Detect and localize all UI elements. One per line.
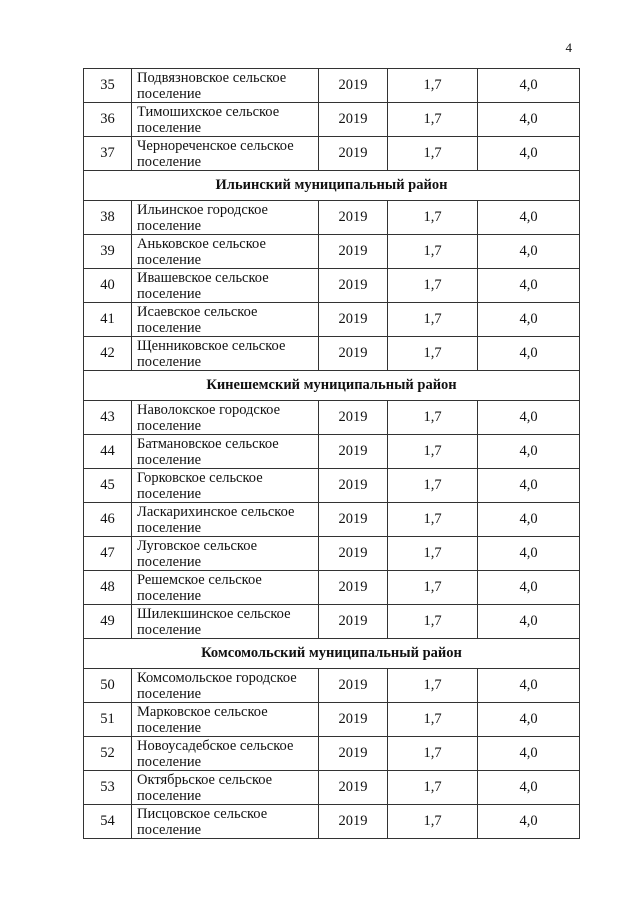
value-1-cell: 1,7 bbox=[388, 401, 478, 435]
row-number-cell: 47 bbox=[84, 537, 132, 571]
settlement-name-line-2: поселение bbox=[137, 85, 202, 102]
year-cell: 2019 bbox=[319, 703, 388, 737]
value-1-cell: 1,7 bbox=[388, 737, 478, 771]
table-row bbox=[84, 269, 580, 303]
value-1-cell: 1,7 bbox=[388, 103, 478, 137]
settlement-name-line-2: поселение bbox=[137, 319, 202, 336]
year-cell: 2019 bbox=[319, 337, 388, 371]
settlement-name-line-1: Батмановское сельское bbox=[137, 435, 279, 452]
value-1-cell: 1,7 bbox=[388, 703, 478, 737]
settlement-name-line-2: поселение bbox=[137, 787, 202, 804]
value-2-cell: 4,0 bbox=[478, 669, 580, 703]
value-2-cell: 4,0 bbox=[478, 737, 580, 771]
settlement-name-cell bbox=[132, 805, 319, 839]
settlement-name-line-2: поселение bbox=[137, 553, 202, 570]
row-number-cell: 41 bbox=[84, 303, 132, 337]
table-row bbox=[84, 137, 580, 171]
settlement-name-cell bbox=[132, 201, 319, 235]
row-number-cell: 48 bbox=[84, 571, 132, 605]
year-cell: 2019 bbox=[319, 303, 388, 337]
settlement-name-cell bbox=[132, 537, 319, 571]
table-body bbox=[84, 69, 580, 839]
year-cell: 2019 bbox=[319, 235, 388, 269]
value-2-cell: 4,0 bbox=[478, 269, 580, 303]
row-number-cell: 50 bbox=[84, 669, 132, 703]
settlement-name-line-1: Комсомольское городское bbox=[137, 669, 297, 686]
value-2-cell: 4,0 bbox=[478, 69, 580, 103]
row-number-cell: 43 bbox=[84, 401, 132, 435]
settlement-name-line-1: Марковское сельское bbox=[137, 703, 268, 720]
settlement-name-line-1: Горковское сельское bbox=[137, 469, 263, 486]
settlement-name-cell bbox=[132, 703, 319, 737]
settlement-name-line-2: поселение bbox=[137, 485, 202, 502]
value-2-cell: 4,0 bbox=[478, 537, 580, 571]
row-number-cell: 42 bbox=[84, 337, 132, 371]
row-number-cell: 35 bbox=[84, 69, 132, 103]
year-cell: 2019 bbox=[319, 605, 388, 639]
settlement-name-line-1: Наволокское городское bbox=[137, 401, 281, 418]
value-2-cell: 4,0 bbox=[478, 401, 580, 435]
year-cell: 2019 bbox=[319, 401, 388, 435]
settlement-name-cell bbox=[132, 771, 319, 805]
table-row bbox=[84, 571, 580, 605]
value-2-cell: 4,0 bbox=[478, 137, 580, 171]
year-cell: 2019 bbox=[319, 137, 388, 171]
section-header-row bbox=[84, 639, 580, 669]
settlement-name-line-2: поселение bbox=[137, 451, 202, 468]
settlement-name-cell bbox=[132, 235, 319, 269]
value-1-cell: 1,7 bbox=[388, 235, 478, 269]
row-number-cell: 39 bbox=[84, 235, 132, 269]
value-2-cell: 4,0 bbox=[478, 337, 580, 371]
settlement-name-line-2: поселение bbox=[137, 251, 202, 268]
year-cell: 2019 bbox=[319, 69, 388, 103]
table-row bbox=[84, 303, 580, 337]
settlement-name-line-2: поселение bbox=[137, 519, 202, 536]
settlement-name-line-1: Ласкарихинское сельское bbox=[137, 503, 295, 520]
table-row bbox=[84, 605, 580, 639]
settlements-table bbox=[83, 68, 580, 839]
table-row bbox=[84, 805, 580, 839]
settlement-name-line-2: поселение bbox=[137, 417, 202, 434]
year-cell: 2019 bbox=[319, 201, 388, 235]
value-1-cell: 1,7 bbox=[388, 469, 478, 503]
value-1-cell: 1,7 bbox=[388, 503, 478, 537]
value-2-cell: 4,0 bbox=[478, 703, 580, 737]
value-1-cell: 1,7 bbox=[388, 605, 478, 639]
settlement-name-line-2: поселение bbox=[137, 719, 202, 736]
settlement-name-cell bbox=[132, 269, 319, 303]
settlement-name-line-2: поселение bbox=[137, 685, 202, 702]
table-row bbox=[84, 103, 580, 137]
page-number: 4 bbox=[565, 40, 572, 55]
settlement-name-line-1: Аньковское сельское bbox=[137, 235, 266, 252]
table-row bbox=[84, 469, 580, 503]
table-row bbox=[84, 737, 580, 771]
value-2-cell: 4,0 bbox=[478, 605, 580, 639]
settlement-name-cell bbox=[132, 69, 319, 103]
year-cell: 2019 bbox=[319, 503, 388, 537]
year-cell: 2019 bbox=[319, 669, 388, 703]
value-1-cell: 1,7 bbox=[388, 669, 478, 703]
settlement-name-line-2: поселение bbox=[137, 753, 202, 770]
section-title: Комсомольский муниципальный район bbox=[84, 639, 580, 669]
year-cell: 2019 bbox=[319, 537, 388, 571]
settlement-name-cell bbox=[132, 103, 319, 137]
settlement-name-cell bbox=[132, 503, 319, 537]
settlement-name-line-2: поселение bbox=[137, 217, 202, 234]
value-1-cell: 1,7 bbox=[388, 69, 478, 103]
year-cell: 2019 bbox=[319, 771, 388, 805]
settlement-name-line-1: Ильинское городское bbox=[137, 201, 268, 218]
value-1-cell: 1,7 bbox=[388, 201, 478, 235]
settlement-name-line-2: поселение bbox=[137, 587, 202, 604]
year-cell: 2019 bbox=[319, 571, 388, 605]
section-header-row bbox=[84, 171, 580, 201]
value-2-cell: 4,0 bbox=[478, 771, 580, 805]
section-header-row bbox=[84, 371, 580, 401]
table-row bbox=[84, 537, 580, 571]
value-2-cell: 4,0 bbox=[478, 571, 580, 605]
year-cell: 2019 bbox=[319, 805, 388, 839]
year-cell: 2019 bbox=[319, 269, 388, 303]
table-row bbox=[84, 703, 580, 737]
year-cell: 2019 bbox=[319, 435, 388, 469]
value-1-cell: 1,7 bbox=[388, 537, 478, 571]
table-row bbox=[84, 401, 580, 435]
settlement-name-line-2: поселение bbox=[137, 353, 202, 370]
table-row bbox=[84, 771, 580, 805]
row-number-cell: 54 bbox=[84, 805, 132, 839]
settlement-name-cell bbox=[132, 669, 319, 703]
value-1-cell: 1,7 bbox=[388, 771, 478, 805]
year-cell: 2019 bbox=[319, 103, 388, 137]
value-2-cell: 4,0 bbox=[478, 201, 580, 235]
settlement-name-cell bbox=[132, 571, 319, 605]
row-number-cell: 45 bbox=[84, 469, 132, 503]
settlement-name-cell bbox=[132, 337, 319, 371]
value-1-cell: 1,7 bbox=[388, 435, 478, 469]
settlement-name-cell bbox=[132, 435, 319, 469]
settlement-name-line-1: Решемское сельское bbox=[137, 571, 262, 588]
settlement-name-cell bbox=[132, 469, 319, 503]
year-cell: 2019 bbox=[319, 469, 388, 503]
row-number-cell: 49 bbox=[84, 605, 132, 639]
table-row bbox=[84, 69, 580, 103]
row-number-cell: 52 bbox=[84, 737, 132, 771]
value-2-cell: 4,0 bbox=[478, 235, 580, 269]
settlement-name-line-2: поселение bbox=[137, 119, 202, 136]
section-title: Ильинский муниципальный район bbox=[84, 171, 580, 201]
settlement-name-line-2: поселение bbox=[137, 821, 202, 838]
value-2-cell: 4,0 bbox=[478, 303, 580, 337]
row-number-cell: 38 bbox=[84, 201, 132, 235]
row-number-cell: 40 bbox=[84, 269, 132, 303]
settlement-name-line-1: Тимошихское сельское bbox=[137, 103, 280, 120]
table-row bbox=[84, 669, 580, 703]
table-row bbox=[84, 503, 580, 537]
settlement-name-line-1: Писцовское сельское bbox=[137, 805, 268, 822]
table-row bbox=[84, 201, 580, 235]
row-number-cell: 37 bbox=[84, 137, 132, 171]
value-1-cell: 1,7 bbox=[388, 571, 478, 605]
row-number-cell: 44 bbox=[84, 435, 132, 469]
settlement-name-line-1: Луговское сельское bbox=[137, 537, 258, 554]
settlement-name-line-1: Подвязновское сельское bbox=[137, 69, 287, 86]
settlement-name-line-2: поселение bbox=[137, 153, 202, 170]
year-cell: 2019 bbox=[319, 737, 388, 771]
value-1-cell: 1,7 bbox=[388, 805, 478, 839]
value-1-cell: 1,7 bbox=[388, 137, 478, 171]
settlement-name-line-1: Щенниковское сельское bbox=[137, 337, 286, 354]
value-2-cell: 4,0 bbox=[478, 503, 580, 537]
section-title: Кинешемский муниципальный район bbox=[84, 371, 580, 401]
value-1-cell: 1,7 bbox=[388, 303, 478, 337]
value-1-cell: 1,7 bbox=[388, 269, 478, 303]
settlement-name-cell bbox=[132, 303, 319, 337]
settlement-name-line-2: поселение bbox=[137, 285, 202, 302]
settlement-name-line-1: Чернореченское сельское bbox=[137, 137, 294, 154]
settlement-name-line-2: поселение bbox=[137, 621, 202, 638]
settlement-name-line-1: Новоусадебское сельское bbox=[137, 737, 294, 754]
settlement-name-cell bbox=[132, 401, 319, 435]
row-number-cell: 53 bbox=[84, 771, 132, 805]
settlement-name-line-1: Шилекшинское сельское bbox=[137, 605, 291, 622]
settlement-name-cell bbox=[132, 737, 319, 771]
value-2-cell: 4,0 bbox=[478, 469, 580, 503]
settlement-name-line-1: Ивашевское сельское bbox=[137, 269, 269, 286]
table-row bbox=[84, 235, 580, 269]
value-2-cell: 4,0 bbox=[478, 435, 580, 469]
settlement-name-line-1: Октябрьское сельское bbox=[137, 771, 273, 788]
table-row bbox=[84, 435, 580, 469]
value-2-cell: 4,0 bbox=[478, 805, 580, 839]
settlement-name-cell bbox=[132, 605, 319, 639]
row-number-cell: 51 bbox=[84, 703, 132, 737]
row-number-cell: 46 bbox=[84, 503, 132, 537]
value-2-cell: 4,0 bbox=[478, 103, 580, 137]
settlement-name-cell bbox=[132, 137, 319, 171]
table-row bbox=[84, 337, 580, 371]
settlement-name-line-1: Исаевское сельское bbox=[137, 303, 258, 320]
value-1-cell: 1,7 bbox=[388, 337, 478, 371]
row-number-cell: 36 bbox=[84, 103, 132, 137]
